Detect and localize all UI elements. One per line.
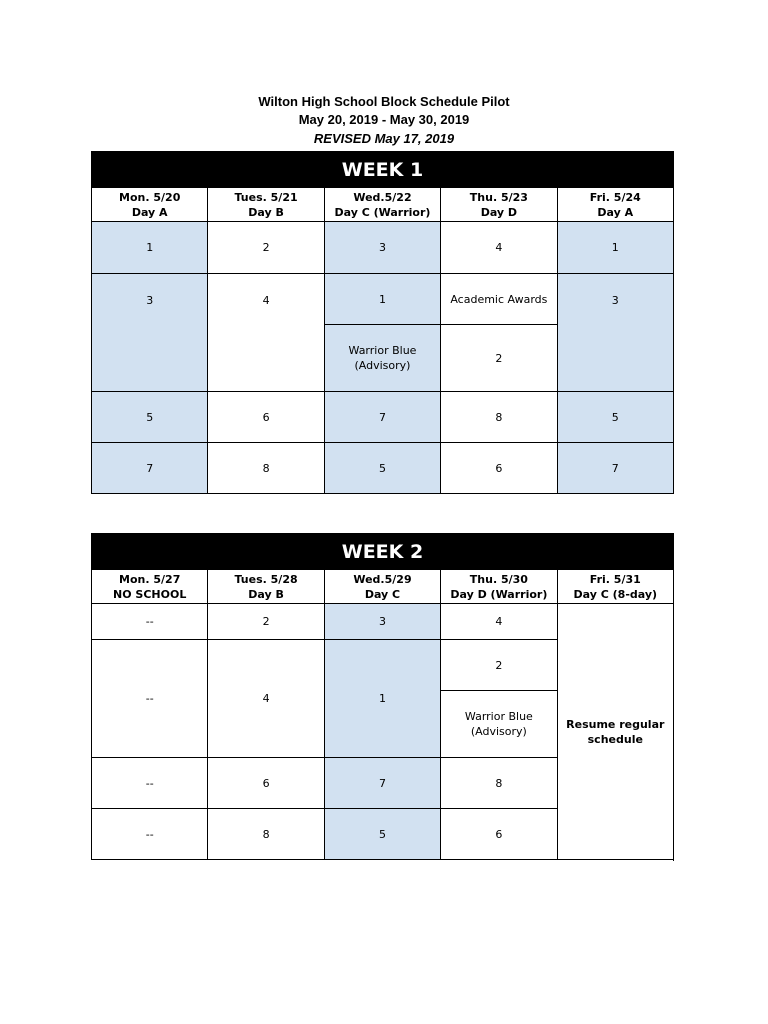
day-date: Fri. 5/31 (589, 572, 641, 586)
day-date: Mon. 5/20 (119, 190, 181, 204)
schedule-cell: 7 (557, 443, 673, 494)
schedule-cell: -- (92, 758, 208, 809)
day-date: Wed.5/29 (353, 572, 412, 586)
schedule-cell: -- (92, 604, 208, 640)
resume-sub-label: schedule (587, 732, 643, 746)
schedule-cell: 6 (441, 809, 557, 860)
week1-title: WEEK 1 (92, 152, 674, 188)
schedule-cell: 4 (208, 274, 324, 392)
day-type: Day C (8-day) (573, 587, 658, 601)
schedule-cell: 5 (557, 392, 673, 443)
day-type: NO SCHOOL (113, 587, 187, 601)
advisory-label: Warrior Blue (464, 710, 533, 723)
schedule-cell: 3 (92, 274, 208, 392)
schedule-cell: 2 (441, 640, 557, 691)
week2-schedule-table (91, 533, 674, 860)
advisory-cell (324, 325, 440, 392)
week1-day-header (324, 188, 440, 222)
day-type: Day C (364, 587, 401, 601)
advisory-label: Warrior Blue (348, 344, 417, 357)
week2-day-header (324, 570, 440, 604)
schedule-cell: Academic Awards (441, 274, 557, 325)
week2-day-header (557, 570, 673, 604)
schedule-cell: 4 (208, 640, 324, 758)
schedule-cell: 2 (208, 604, 324, 640)
document-title: Wilton High School Block Schedule Pilot (258, 94, 510, 109)
schedule-cell: 2 (441, 325, 557, 392)
day-type: Day A (597, 205, 634, 219)
schedule-cell: -- (92, 809, 208, 860)
schedule-cell: 4 (441, 604, 557, 640)
schedule-cell: 1 (92, 222, 208, 274)
resume-regular-schedule-cell (557, 604, 673, 860)
schedule-cell: 5 (92, 392, 208, 443)
day-date: Tues. 5/28 (234, 572, 298, 586)
day-date: Thu. 5/23 (469, 190, 528, 204)
schedule-cell: 6 (441, 443, 557, 494)
schedule-cell: 7 (92, 443, 208, 494)
day-type: Day D (480, 205, 518, 219)
schedule-cell: 3 (324, 222, 440, 274)
week1-day-header (557, 188, 673, 222)
schedule-cell: 1 (324, 274, 440, 325)
week2-title: WEEK 2 (92, 534, 674, 570)
schedule-cell: 7 (324, 758, 440, 809)
day-date: Mon. 5/27 (119, 572, 181, 586)
advisory-cell (441, 691, 557, 758)
day-type: Day A (131, 205, 168, 219)
schedule-cell: 8 (208, 809, 324, 860)
week1-schedule-table (91, 151, 674, 494)
schedule-cell: -- (92, 640, 208, 758)
schedule-cell: 6 (208, 758, 324, 809)
week1-day-header (441, 188, 557, 222)
day-date: Tues. 5/21 (234, 190, 298, 204)
schedule-cell: 7 (324, 392, 440, 443)
schedule-cell: 3 (324, 604, 440, 640)
date-range: May 20, 2019 - May 30, 2019 (298, 112, 470, 127)
day-type: Day D (Warrior) (450, 587, 548, 601)
schedule-cell: 3 (557, 274, 673, 392)
day-date: Thu. 5/30 (469, 572, 528, 586)
schedule-cell: 1 (557, 222, 673, 274)
schedule-cell: 6 (208, 392, 324, 443)
schedule-cell: 1 (324, 640, 440, 758)
schedule-cell: 2 (208, 222, 324, 274)
resume-label: Resume regular (566, 717, 665, 731)
revised-date: REVISED May 17, 2019 (313, 131, 455, 146)
schedule-cell: 5 (324, 443, 440, 494)
schedule-cell: 8 (208, 443, 324, 494)
schedule-cell: 8 (441, 392, 557, 443)
week1-day-header (92, 188, 208, 222)
day-type: Day C (Warrior) (334, 205, 431, 219)
day-type: Day B (248, 587, 284, 601)
schedule-cell: 5 (324, 809, 440, 860)
schedule-cell: 8 (441, 758, 557, 809)
day-date: Wed.5/22 (353, 190, 412, 204)
day-date: Fri. 5/24 (589, 190, 641, 204)
day-type: Day B (248, 205, 284, 219)
advisory-sub-label: (Advisory) (470, 725, 527, 738)
schedule-cell: 4 (441, 222, 557, 274)
week1-day-header (208, 188, 324, 222)
week2-day-header (441, 570, 557, 604)
advisory-sub-label: (Advisory) (354, 359, 411, 372)
week2-day-header (92, 570, 208, 604)
week2-day-header (208, 570, 324, 604)
